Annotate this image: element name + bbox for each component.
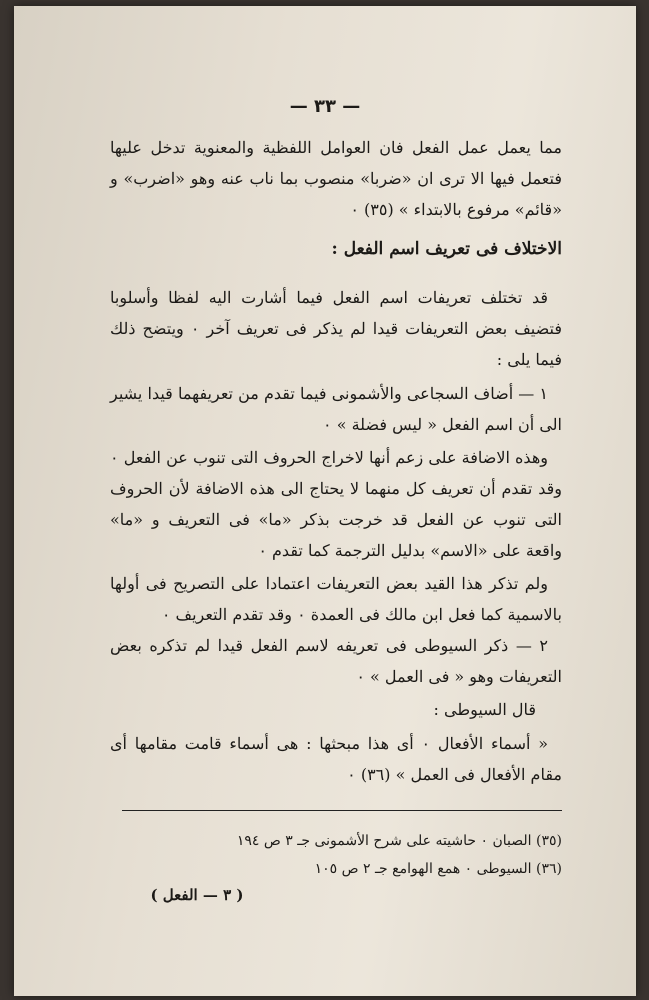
paragraph-quote-intro: قال السيوطى : — [433, 700, 536, 719]
book-page — [14, 6, 636, 996]
footnote-35: (٣٥) الصبان ٠ حاشيته على شرح الأشمونى جـ ٣ ص ١٩٤ — [236, 833, 562, 849]
footnote-36: (٣٦) السيوطى ٠ همع الهوامع جـ ٢ ص ١٠٥ — [314, 861, 562, 877]
paragraph-intro: قد تختلف تعريفات اسم الفعل فيما أشارت اليه لفظا وأسلوبا فتضيف بعض التعريفات قيدا لم يذكر فى تعريف آخر ٠ ويتضح ذلك فيما يلى : — [110, 288, 562, 369]
paragraph-point-one: ١ — أضاف السجاعى والأشمونى فيما تقدم من تعريفهما قيدا يشير الى أن اسم الفعل « ليس فضلة » ٠ — [110, 384, 562, 434]
section-heading: الاختلاف فى تعريف اسم الفعل : — [331, 239, 562, 259]
page-number: — ٣٣ — — [289, 96, 361, 117]
paragraph-quote-end: مما يعمل عمل الفعل فان العوامل اللفظية والمعنوية تدخل عليها فتعمل فيها الا ترى ان «ضربا» منصوب بما ناب عنه وهو «اضرب» و «قائم» مرفوع بالابتداء » (٣٥) ٠ — [110, 138, 562, 219]
paragraph-quote: « أسماء الأفعال ٠ أى هذا مبحثها : هى أسماء قامت مقامها أى مقام الأفعال فى العمل » (٣٦) ٠ — [110, 734, 562, 784]
paragraph-addition-note: وهذه الاضافة على زعم أنها لاخراج الحروف التى تنوب عن الفعل ٠ وقد تقدم أن تعريف كل منهما لا يحتاج الى هذه الاضافة لأن الحروف التى تنوب عن الفعل قد خرجت بذكر «ما» فى التعريف و «ما» واقعة على «الاسم» بدليل الترجمة كما تقدم ٠ — [110, 448, 562, 560]
footnote-divider — [122, 810, 562, 811]
paragraph-point-two: ٢ — ذكر السيوطى فى تعريفه لاسم الفعل قيدا لم تذكره بعض التعريفات وهو « فى العمل » ٠ — [110, 636, 562, 686]
paragraph-restriction: ولم تذكر هذا القيد بعض التعريفات اعتمادا على التصريح فى أولها بالاسمية كما فعل ابن مالك فى العمدة ٠ وقد تقدم التعريف ٠ — [110, 574, 562, 624]
signature-mark: ( ٣ — الفعل ) — [150, 886, 244, 904]
